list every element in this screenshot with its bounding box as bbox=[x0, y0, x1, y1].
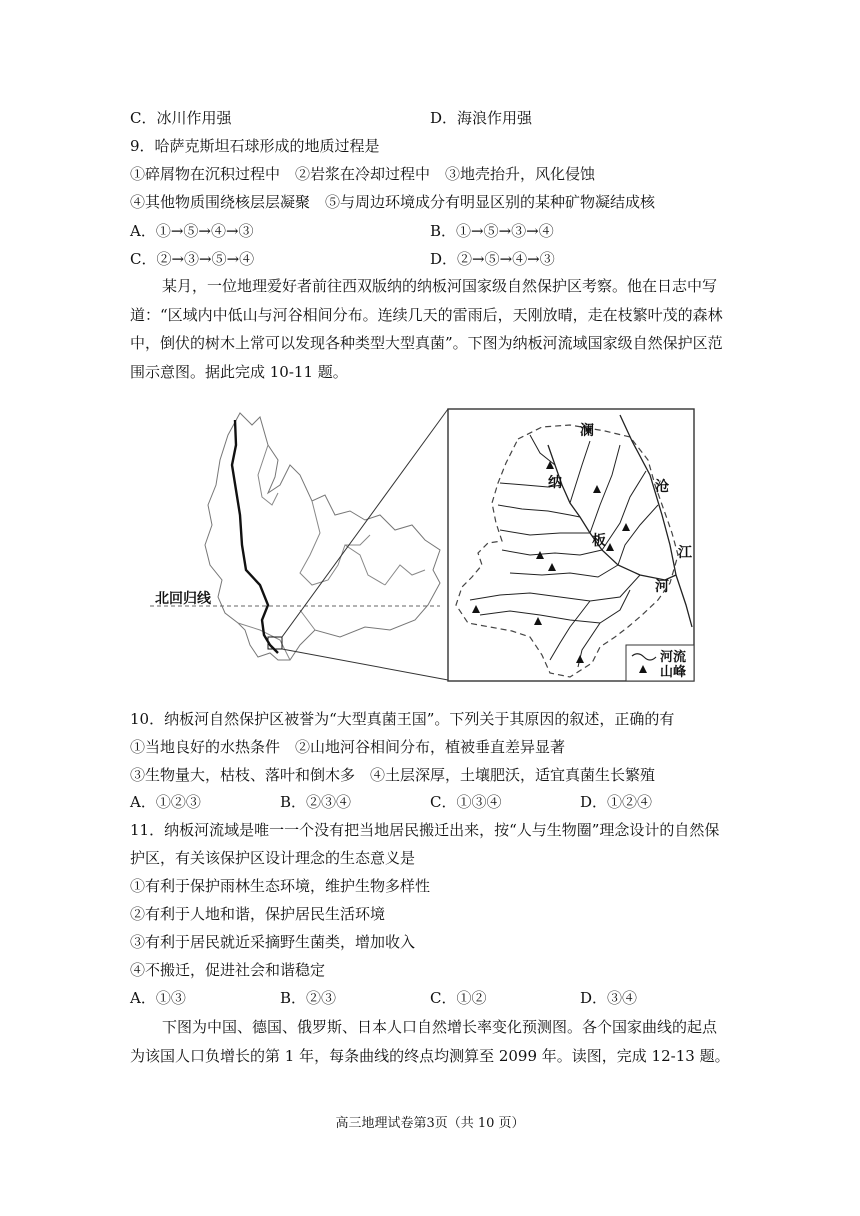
q10-option-d: D．①②④ bbox=[580, 793, 653, 811]
passage-line: 为该国人口负增长的第 1 年，每条曲线的终点均测算至 2099 年。读图，完成 12-13 题。 bbox=[130, 1046, 730, 1065]
passage-line: 中，倒伏的树木上常可以发现各种类型大型真菌”。下图为纳板河流域国家级自然保护区范 bbox=[130, 334, 723, 352]
q10-option-c: C．①③④ bbox=[430, 793, 502, 811]
passage-line: 围示意图。据此完成 10-11 题。 bbox=[130, 362, 348, 381]
q11-statement-4: ④不搬迁，促进社会和谐稳定 bbox=[130, 961, 326, 979]
q10-statement-line2: ③生物量大，枯枝、落叶和倒木多 ④土层深厚，土壤肥沃，适宜真菌生长繁殖 bbox=[130, 766, 656, 784]
q10-option-a: A．①②③ bbox=[130, 793, 201, 811]
q11-option-d: D．③④ bbox=[580, 989, 638, 1007]
q8-option-c: C．冰川作用强 bbox=[130, 109, 232, 127]
q9-statement-line1: ①碎屑物在沉积过程中 ②岩浆在冷却过程中 ③地壳抬升，风化侵蚀 bbox=[130, 165, 596, 183]
passage-line: 下图为中国、德国、俄罗斯、日本人口自然增长率变化预测图。各个国家曲线的起点 bbox=[162, 1018, 718, 1036]
q11-stem-line2: 护区，有关该保护区设计理念的生态意义是 bbox=[130, 849, 416, 867]
inset-frame bbox=[448, 409, 694, 681]
tropic-label: 北回归线 bbox=[155, 591, 211, 607]
river-char-jiang: 江 bbox=[678, 545, 692, 561]
q9-statement-line2: ④其他物质围绕核层层凝聚 ⑤与周边环境成分有明显区别的某种矿物凝结成核 bbox=[130, 193, 656, 211]
river-char-he: 河 bbox=[655, 579, 669, 595]
q8-option-d: D．海浪作用强 bbox=[430, 109, 533, 127]
q9-option-c: C．②→③→⑤→④ bbox=[130, 250, 255, 268]
q10-stem: 10．纳板河自然保护区被誉为“大型真菌王国”。下列关于其原因的叙述，正确的有 bbox=[130, 710, 675, 728]
page-footer: 高三地理试卷第3页（共 10 页） bbox=[335, 1116, 525, 1131]
q10-statement-line1: ①当地良好的水热条件 ②山地河谷相间分布，植被垂直差异显著 bbox=[130, 738, 566, 756]
q11-option-c: C．①② bbox=[430, 989, 487, 1007]
nabanhe-reserve-map bbox=[150, 405, 710, 690]
passage-10-11 bbox=[130, 272, 730, 386]
river-char-cang: 沧 bbox=[655, 479, 669, 495]
q10-option-b: B．②③④ bbox=[280, 793, 352, 811]
river-char-na: 纳 bbox=[548, 475, 562, 491]
passage-line: 道：“区域内中低山与河谷相间分布。连续几天的雷雨后，天刚放晴，走在枝繁叶茂的森林 bbox=[130, 305, 723, 324]
river-char-ban: 板 bbox=[592, 533, 606, 549]
legend-peak-label: 山峰 bbox=[660, 665, 687, 680]
legend-river-label: 河流 bbox=[660, 650, 687, 665]
q11-statement-3: ③有利于居民就近采摘野生菌类，增加收入 bbox=[130, 933, 416, 951]
q11-stem-line1: 11．纳板河流域是唯一一个没有把当地居民搬迁出来，按“人与生物圈”理念设计的自然保 bbox=[130, 821, 720, 839]
q11-option-a: A．①③ bbox=[130, 989, 186, 1007]
q9-option-d: D．②→⑤→④→③ bbox=[430, 250, 555, 268]
lancang-river-line bbox=[232, 420, 278, 653]
q11-statement-1: ①有利于保护雨林生态环境，维护生物多样性 bbox=[130, 877, 431, 895]
river-char-lan: 澜 bbox=[580, 423, 594, 439]
passage-12-13 bbox=[130, 1013, 730, 1070]
q9-option-a: A．①→⑤→④→③ bbox=[130, 222, 254, 240]
q11-statement-2: ②有利于人地和谐，保护居民生活环境 bbox=[130, 905, 386, 923]
passage-line: 某月，一位地理爱好者前往西双版纳的纳板河国家级自然保护区考察。他在日志中写 bbox=[162, 277, 718, 295]
q11-option-b: B．②③ bbox=[280, 989, 337, 1007]
q9-option-b: B．①→⑤→③→④ bbox=[430, 222, 554, 240]
q9-stem: 9．哈萨克斯坦石球形成的地质过程是 bbox=[130, 137, 380, 155]
